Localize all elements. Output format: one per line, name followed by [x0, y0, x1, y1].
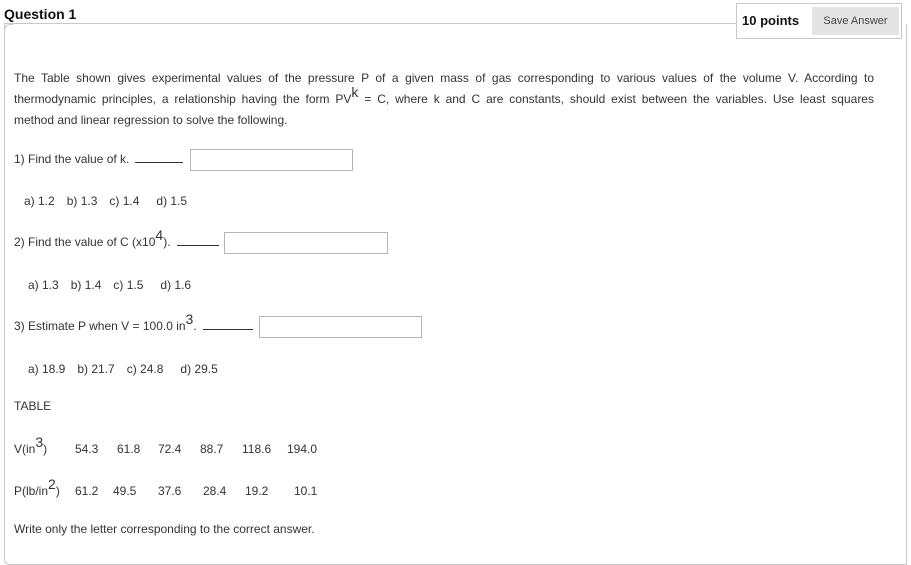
- table-cell-volume-4: 88.7: [200, 442, 224, 456]
- table-cell-volume-3: 72.4: [158, 442, 182, 456]
- intro-line-2b: = C, where k and C are constants, should exist between the variables. Use least squares: [358, 92, 874, 106]
- part-3-prompt-tail: .: [193, 319, 197, 333]
- part-2-answer-input[interactable]: [224, 232, 388, 254]
- intro-line-2a: thermodynamic principles, a relationship having the form PV: [14, 92, 352, 106]
- volume-header-text: V(in: [14, 442, 36, 456]
- part-2-blank-line: [177, 245, 219, 246]
- intro-line-1: The Table shown gives experimental values of the pressure P of a given mass of gas corresponding to various values of the volume V. According to: [14, 71, 874, 85]
- table-cell-pressure-3: 37.6: [158, 484, 182, 498]
- part-2-prompt-text: 2) Find the value of C (x10: [14, 235, 156, 249]
- table-cell-pressure-4: 28.4: [203, 484, 227, 498]
- table-cell-pressure-5: 19.2: [245, 484, 269, 498]
- part-1-option-d: d) 1.5: [156, 194, 188, 208]
- part-3-prompt: [14, 311, 253, 333]
- part-3-options: [28, 362, 230, 376]
- part-1-answer-input[interactable]: [190, 149, 353, 171]
- part-1-option-b: b) 1.3: [66, 194, 98, 208]
- part-1-prompt-text: 1) Find the value of k.: [14, 152, 130, 166]
- part-1-options: [24, 194, 199, 208]
- pressure-header-tail: ): [55, 484, 60, 498]
- table-cell-volume-6: 194.0: [287, 442, 318, 456]
- part-3-option-c: c) 24.8: [126, 362, 164, 376]
- part-3-option-b: b) 21.7: [77, 362, 115, 376]
- table-cell-pressure-1: 61.2: [75, 484, 99, 498]
- intro-exponent: k: [351, 84, 359, 100]
- table-cell-pressure-2: 49.5: [113, 484, 137, 498]
- part-1-prompt: [14, 152, 183, 166]
- part-2-option-d: d) 1.6: [160, 278, 192, 292]
- part-1-option-c: c) 1.4: [109, 194, 140, 208]
- points-label: 10 points: [742, 13, 800, 28]
- part-3-blank-line: [203, 329, 253, 330]
- table-row-volume-header: [14, 434, 48, 456]
- part-2-prompt-tail: ).: [163, 235, 171, 249]
- part-2-exponent: 4: [155, 227, 164, 243]
- volume-header-tail: ): [43, 442, 48, 456]
- table-cell-pressure-6: 10.1: [294, 484, 318, 498]
- intro-line-3: method and linear regression to solve the following.: [14, 113, 288, 127]
- table-row-pressure-header: [14, 476, 60, 498]
- part-3-answer-input[interactable]: [259, 316, 422, 338]
- part-2-option-a: a) 1.3: [28, 278, 59, 292]
- table-cell-volume-5: 118.6: [242, 442, 272, 456]
- part-3-option-a: a) 18.9: [28, 362, 66, 376]
- part-2-options: [28, 278, 203, 292]
- part-3-option-d: d) 29.5: [180, 362, 218, 376]
- question-intro: [14, 68, 874, 131]
- part-1-option-a: a) 1.2: [24, 194, 55, 208]
- volume-unit-exponent: 3: [35, 434, 44, 450]
- pressure-unit-exponent: 2: [48, 476, 56, 492]
- table-cell-volume-2: 61.8: [117, 442, 141, 456]
- table-label: TABLE: [14, 399, 52, 413]
- pressure-header-text: P(lb/in: [14, 484, 49, 498]
- part-3-prompt-text: 3) Estimate P when V = 100.0 in: [14, 319, 186, 333]
- table-cell-volume-1: 54.3: [75, 442, 99, 456]
- part-1-blank-line: [135, 162, 183, 163]
- save-answer-button[interactable]: Save Answer: [812, 7, 899, 35]
- intro-line-2: [14, 84, 874, 110]
- part-2-option-b: b) 1.4: [70, 278, 102, 292]
- question-title: Question 1: [4, 6, 77, 22]
- part-2-prompt: [14, 227, 219, 249]
- part-3-exponent: 3: [185, 311, 194, 327]
- part-2-option-c: c) 1.5: [113, 278, 144, 292]
- answer-instruction: Write only the letter corresponding to the correct answer.: [14, 522, 315, 536]
